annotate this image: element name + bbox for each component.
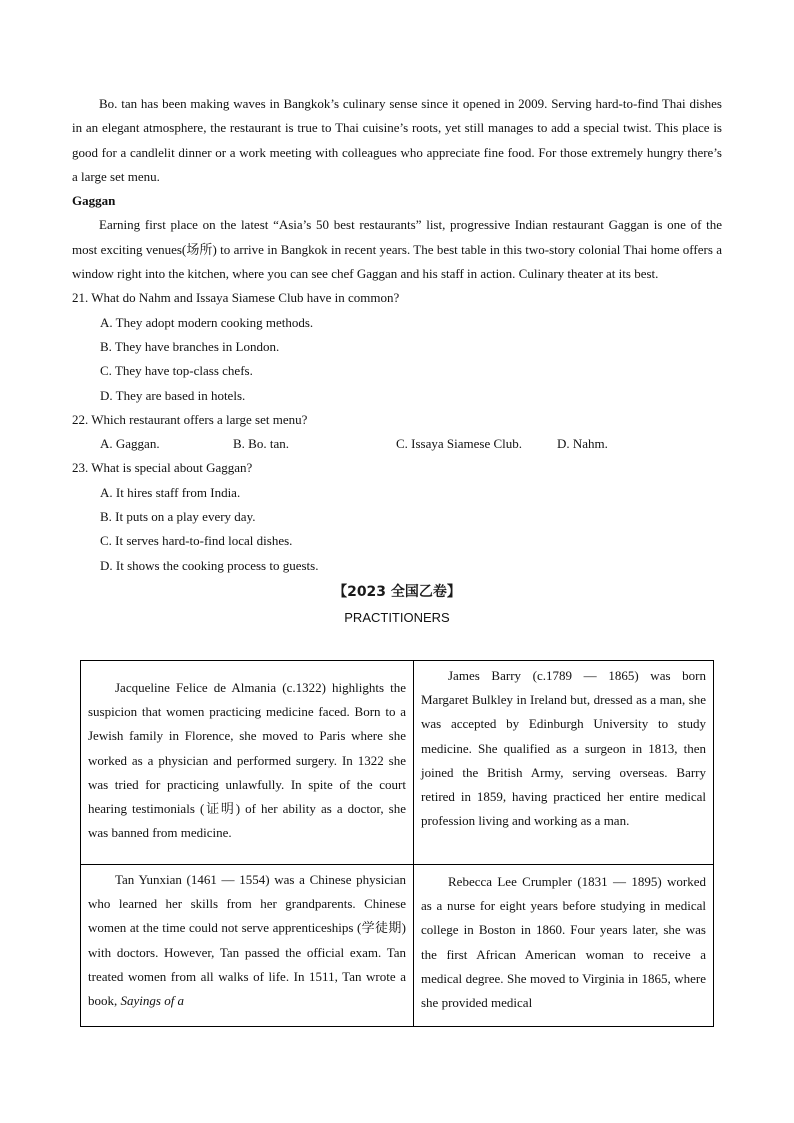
practitioners-table bbox=[80, 660, 714, 1027]
question-22-options bbox=[100, 432, 722, 456]
paragraph-gaggan: Earning first place on the latest “Asia’s 50 best restaurants” list, progressive Indian restaurant Gaggan is one of the most exciting venues(场所) to arrive in Bangkok in recent years. The best table in this two-story colonial Thai home offers a window right into the kitchen, where you can see chef Gaggan and his staff in action. Culinary theater at its best. bbox=[72, 217, 722, 282]
question-23-option-b: B. It puts on a play every day. bbox=[100, 509, 256, 525]
cell-tan-text bbox=[88, 868, 406, 1013]
question-23-option-a: A. It hires staff from India. bbox=[100, 484, 241, 500]
cell-rebecca-text: Rebecca Lee Crumpler (1831 — 1895) worked as a nurse for eight years before studying in medical college in Boston in 1860. Four years later, she was the first African American woman to receive a medical degree. She moved to Virginia in 1865, where she provided medical bbox=[421, 874, 706, 1011]
question-22-option-a: A. Gaggan. bbox=[100, 436, 160, 452]
cell-tan-book-title: Sayings of a bbox=[120, 993, 185, 1009]
cell-rebecca bbox=[414, 865, 714, 1027]
cell-tan-clip bbox=[88, 868, 406, 1018]
cell-james bbox=[414, 661, 714, 865]
cell-jacqueline bbox=[81, 661, 414, 865]
section-title: 【2023 全国乙卷】 bbox=[333, 583, 461, 600]
question-21-option-c: C. They have top-class chefs. bbox=[100, 363, 253, 379]
question-23-option-d: D. It shows the cooking process to guests. bbox=[100, 557, 319, 573]
section-subtitle: PRACTITIONERS bbox=[344, 610, 450, 626]
heading-gaggan: Gaggan bbox=[72, 193, 116, 209]
table-row bbox=[81, 865, 714, 1027]
document-page bbox=[72, 92, 722, 631]
question-22-option-b: B. Bo. tan. bbox=[233, 436, 289, 452]
question-23-option-c: C. It serves hard-to-find local dishes. bbox=[100, 533, 293, 549]
cell-rebecca-clip bbox=[421, 868, 706, 1018]
table-row bbox=[81, 661, 714, 865]
cell-tan bbox=[81, 865, 414, 1027]
question-22-stem: 22. Which restaurant offers a large set menu? bbox=[72, 411, 308, 427]
question-23-stem: 23. What is special about Gaggan? bbox=[72, 460, 253, 476]
cell-jacqueline-text: Jacqueline Felice de Almania (c.1322) highlights the suspicion that women practicing medicine faced. Born to a Jewish family in Florence, she moved to Paris where she worked as a physician and performed surgery. In 1322 she was tried for practicing unlawfully. In spite of the court hearing testimonials (证明) of her ability as a doctor, she was banned from medicine. bbox=[88, 680, 406, 841]
question-21-option-d: D. They are based in hotels. bbox=[100, 387, 246, 403]
question-22-option-d: D. Nahm. bbox=[557, 436, 608, 452]
question-21-option-a: A. They adopt modern cooking methods. bbox=[100, 314, 314, 330]
question-21-option-b: B. They have branches in London. bbox=[100, 338, 280, 354]
paragraph-bo-tan: Bo. tan has been making waves in Bangkok’s culinary sense since it opened in 2009. Serving hard-to-find Thai dishes in an elegant atmosphere, the restaurant is true to Thai cuisine’s roots, yet still manages to add a special twist. This place is good for a candlelit dinner or a work meeting with colleagues who appreciate fine food. For those extremely hungry there’s a large set menu. bbox=[72, 96, 722, 184]
question-21-stem: 21. What do Nahm and Issaya Siamese Club have in common? bbox=[72, 290, 400, 306]
cell-james-text: James Barry (c.1789 — 1865) was born Margaret Bulkley in Ireland but, dressed as a man, she was accepted by Edinburgh University to study medicine. She qualified as a surgeon in 1813, then joined the British Army, serving overseas. Barry retired in 1859, having practiced her entire medical profession living and working as a man. bbox=[421, 668, 706, 829]
cell-tan-body: Tan Yunxian (1461 — 1554) was a Chinese physician who learned her skills from her grandparents. Chinese women at the time could not serve apprenticeships (学徒期) with doctors. However, Tan passed the official exam. Tan treated women from all walks of life. In 1511, Tan wrote a book, bbox=[88, 872, 406, 1009]
question-22-option-c: C. Issaya Siamese Club. bbox=[396, 436, 523, 452]
